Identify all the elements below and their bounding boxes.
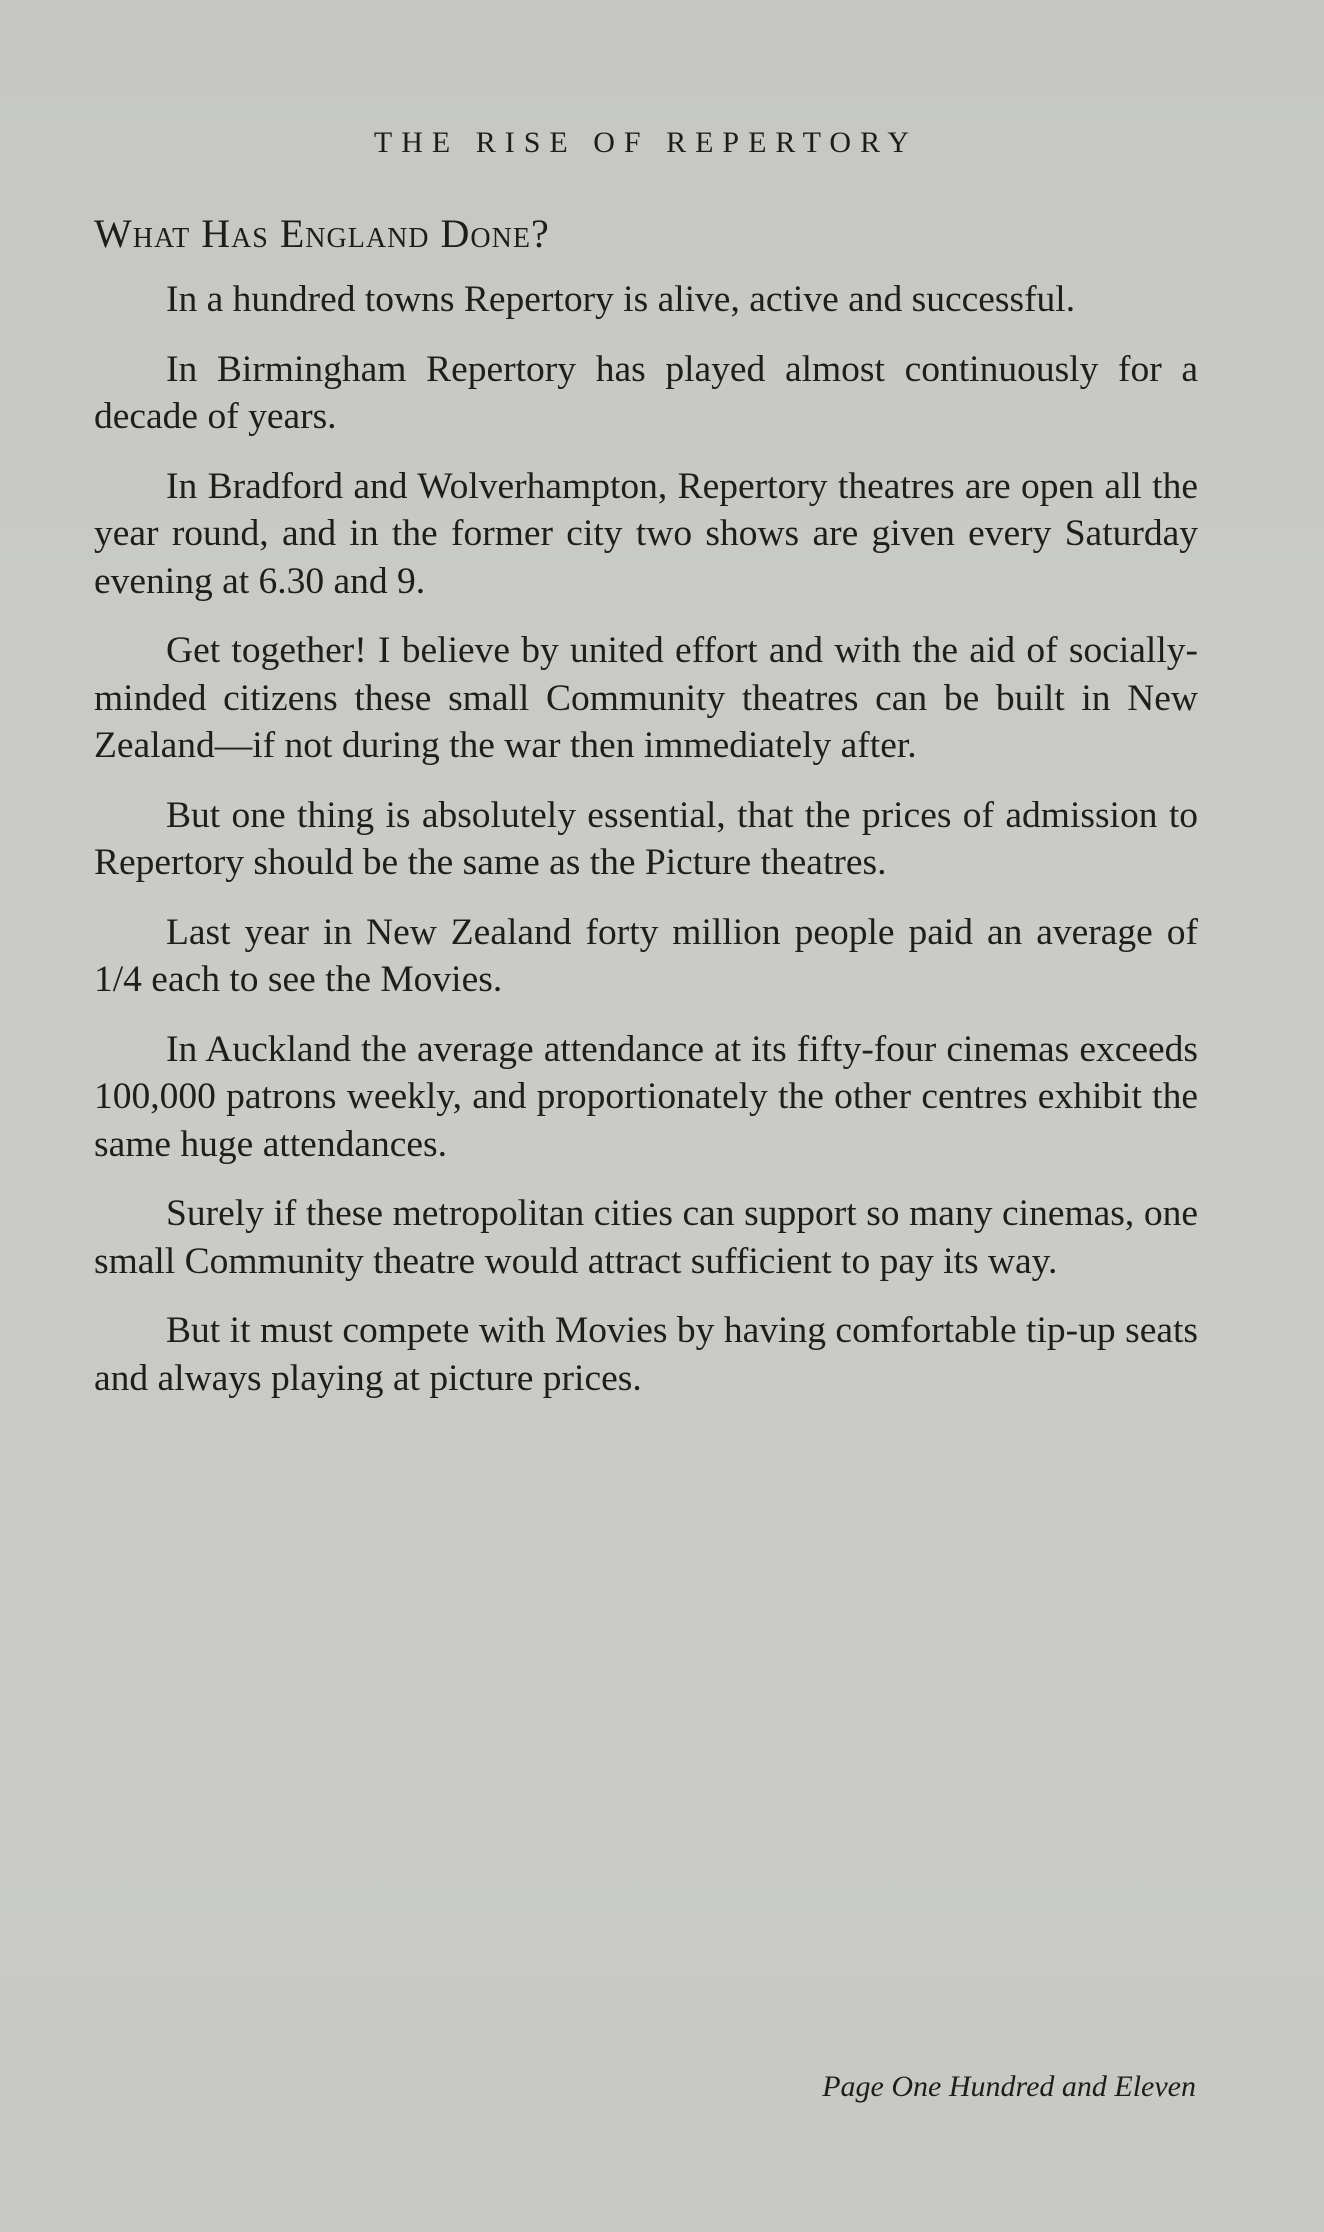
paragraph: But it must compete with Movies by having comfortable tip-up seats and always playing at picture prices. (94, 1310, 1198, 1399)
paragraph: In Auckland the average attendance at its fifty-four cinemas exceeds 100,000 patrons weekly, and proportionately the other centres exhibit the same huge attendances. (94, 1028, 1198, 1165)
paragraph: In a hundred towns Repertory is alive, active and successful. (166, 279, 1076, 320)
paragraph: In Bradford and Wolverhampton, Repertory theatres are open all the year round, and in the former city two shows are given every Saturday evening at 6.30 and 9. (94, 465, 1198, 602)
section-heading: What Has England Done? (94, 211, 550, 256)
page-number: Page One Hundred and Eleven (822, 2070, 1196, 2103)
paragraph: But one thing is absolutely essential, that the prices of admission to Repertory should be the same as the Picture theatres. (94, 794, 1198, 883)
body-text (94, 276, 1198, 1424)
paragraph: Surely if these metropolitan cities can support so many cinemas, one small Community theatre would attract sufficient to pay its way. (94, 1193, 1198, 1282)
paragraph: Last year in New Zealand forty million people paid an average of 1/4 each to see the Movies. (94, 911, 1198, 1000)
paragraph: In Birmingham Repertory has played almost continuously for a decade of years. (94, 348, 1198, 437)
paragraph: Get together! I believe by united effort and with the aid of socially-minded citizens these small Community theatres can be built in New Zealand—if not during the war then immediately after. (94, 630, 1198, 766)
running-head: THE RISE OF REPERTORY (373, 126, 919, 159)
